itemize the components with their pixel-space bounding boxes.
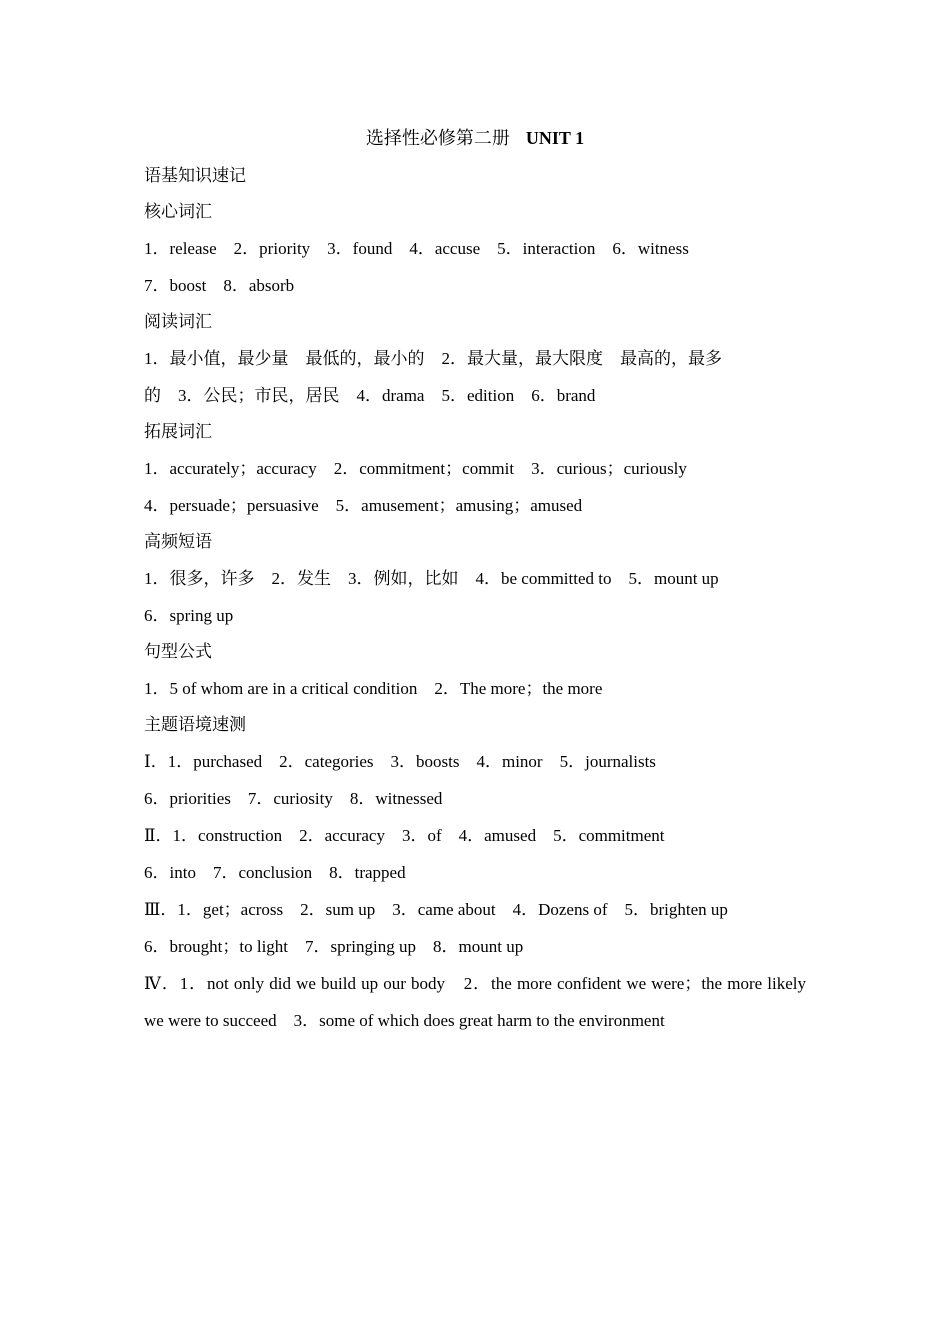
reading-vocab-line-2: 的 3．公民；市民，居民 4．drama 5．edition 6．brand [144, 386, 596, 405]
core-vocab-heading: 核心词汇 [144, 202, 212, 222]
theme-test-part2-line-2: 6．into 7．conclusion 8．trapped [144, 863, 406, 882]
theme-test-part1-line-2: 6．priorities 7．curiosity 8．witnessed [144, 789, 443, 808]
title-unit: UNIT 1 [525, 128, 585, 148]
phrases-line-2: 6．spring up [144, 606, 234, 625]
theme-test-part4: Ⅳ．1．not only did we build up our body 2．the more confident we were；the more likely we were to succeed 3．some of which does great harm to the environment [144, 974, 806, 1030]
theme-test-heading: 主题语境速测 [144, 715, 246, 735]
reading-vocab-line-1: 1．最小值，最少量 最低的，最小的 2．最大量，最大限度 最高的，最多 [144, 349, 722, 368]
sentence-patterns-line-1: 1．5 of whom are in a critical condition 2．The more；the more [144, 679, 603, 698]
document-page [144, 122, 806, 1039]
theme-test-part2-line-1: Ⅱ．1．construction 2．accuracy 3．of 4．amused 5．commitment [144, 826, 665, 845]
phrases-heading: 高频短语 [144, 532, 212, 552]
extended-vocab-heading: 拓展词汇 [144, 422, 212, 442]
theme-test-part3-line-2: 6．brought；to light 7．springing up 8．mount up [144, 937, 524, 956]
reading-vocab-heading: 阅读词汇 [144, 312, 212, 332]
theme-test-part1-line-1: Ⅰ．1．purchased 2．categories 3．boosts 4．minor 5．journalists [144, 752, 656, 771]
extended-vocab-line-1: 1．accurately；accuracy 2．commitment；commit 3．curious；curiously [144, 459, 687, 478]
theme-test-part3-line-1: Ⅲ．1．get；across 2．sum up 3．came about 4．Dozens of 5．brighten up [144, 900, 728, 919]
core-vocab-line-2: 7．boost 8．absorb [144, 276, 295, 295]
phrases-line-1: 1．很多，许多 2．发生 3．例如，比如 4．be committed to 5．mount up [144, 569, 719, 588]
main-heading: 语基知识速记 [144, 166, 246, 186]
title-chinese: 选择性必修第二册 [365, 128, 510, 148]
core-vocab-line-1: 1．release 2．priority 3．found 4．accuse 5．interaction 6．witness [144, 239, 689, 258]
extended-vocab-line-2: 4．persuade；persuasive 5．amusement；amusing；amused [144, 496, 583, 515]
sentence-patterns-heading: 句型公式 [144, 642, 212, 662]
document-title [144, 122, 806, 154]
